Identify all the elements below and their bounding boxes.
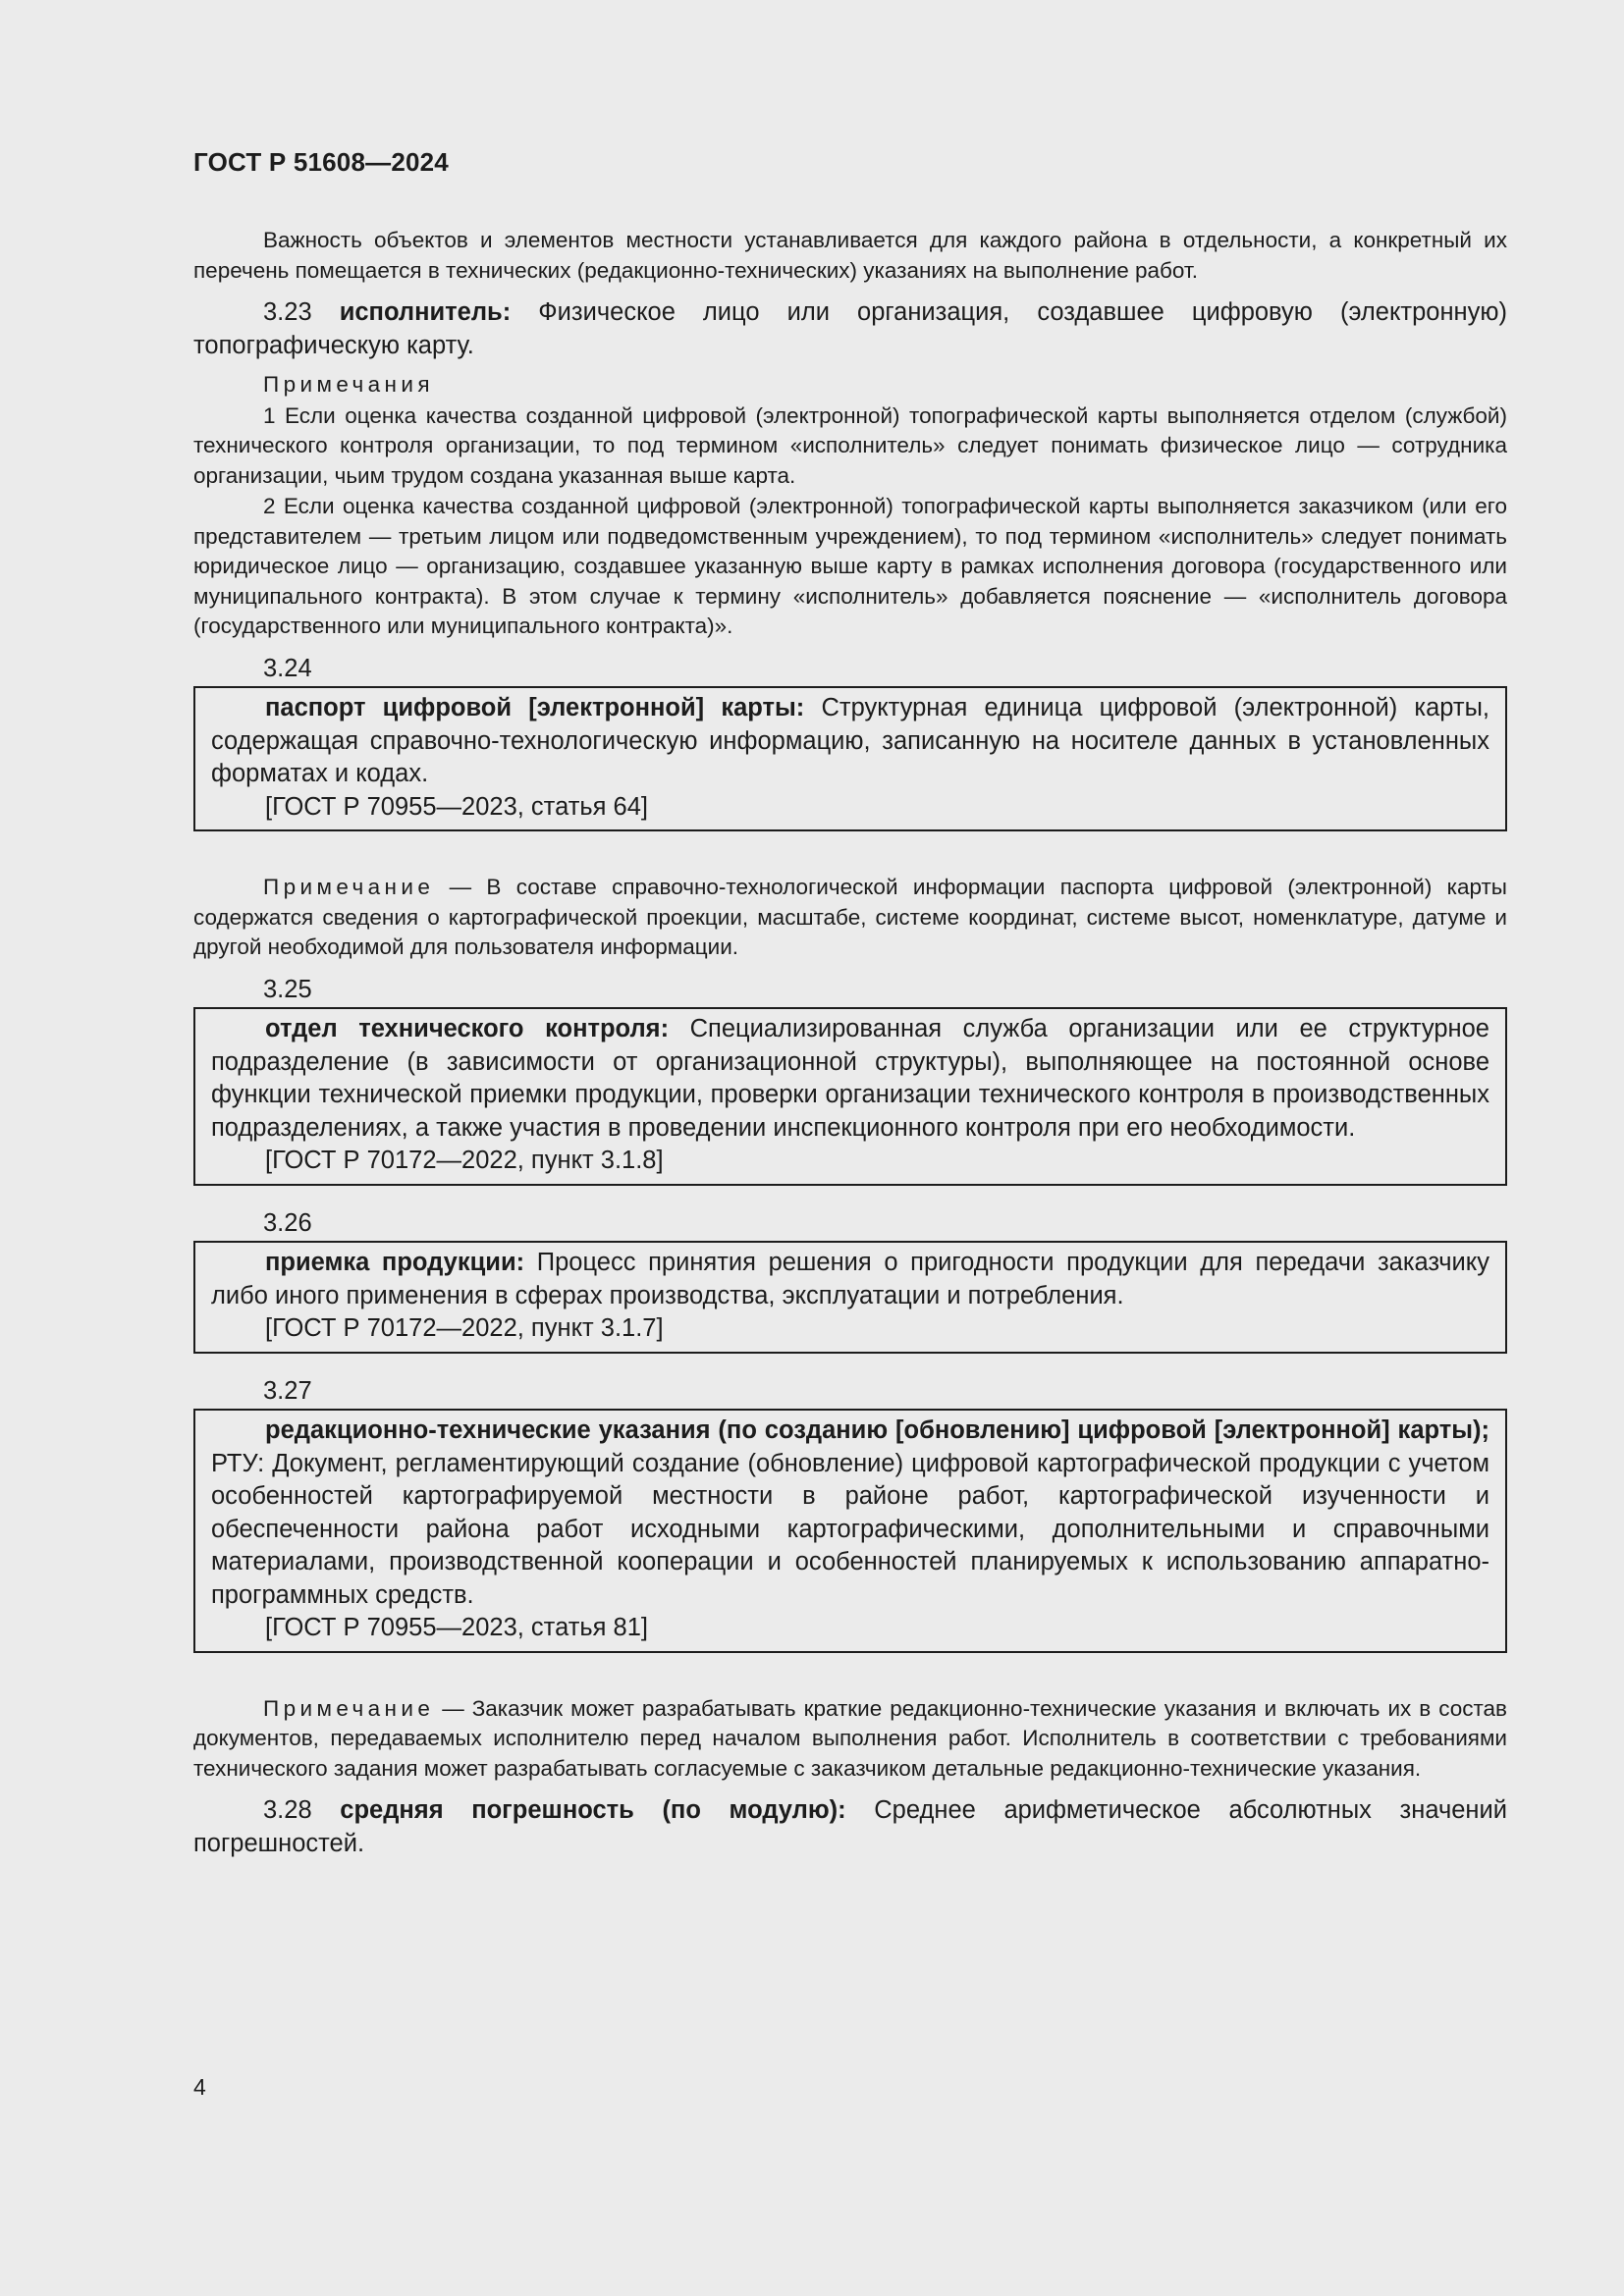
notes-heading: Примечания xyxy=(263,372,434,397)
term-definition: Структурная единица цифровой (электронной) карты, содержащая справочно-технологическую информацию, записанную на носителе данных в установленных форматах и кодах. xyxy=(211,694,1489,787)
note-3-24 xyxy=(193,873,1507,963)
term-source: [ГОСТ Р 70955—2023, статья 64] xyxy=(265,792,648,821)
term-box-3-26 xyxy=(193,1241,1507,1354)
document-header: ГОСТ Р 51608—2024 xyxy=(193,147,449,177)
term-entry xyxy=(211,1415,1489,1612)
intro-paragraph: Важность объектов и элементов местности устанавливается для каждого района в отдельности, а конкретный их перечень помещается в технических (редакционно-технических) указаниях на выполнение работ. xyxy=(193,228,1507,283)
term-definition: РТУ: Документ, регламентирующий создание (обновление) цифровой картографической продукции с учетом особенностей картографируемой местности в районе работ, картографической изученности и обеспеченности района работ исходными картографическими, дополнительными и справочными материалами, производственной кооперации и особенностей планируемых к использованию аппаратно-программных средств. xyxy=(211,1449,1489,1609)
term-definition: Среднее арифметическое абсолютных значений погрешностей. xyxy=(193,1796,1507,1857)
term-box-3-27 xyxy=(193,1409,1507,1653)
term-definition: Процесс принятия решения о пригодности продукции для передачи заказчику либо иного применения в сферах производства, эксплуатации и потребления. xyxy=(211,1249,1489,1309)
term-name: исполнитель: xyxy=(339,298,512,326)
document-body xyxy=(193,226,1507,1860)
term-entry xyxy=(211,1247,1489,1312)
term-number-3-25: 3.25 xyxy=(263,975,312,1003)
term-source: [ГОСТ Р 70955—2023, статья 81] xyxy=(265,1614,648,1641)
term-3-23 xyxy=(193,296,1507,362)
term-box-3-24 xyxy=(193,686,1507,831)
term-name: отдел технического контроля: xyxy=(265,1015,670,1042)
term-name: средняя погрешность (по модулю): xyxy=(340,1796,846,1824)
term-definition: Физическое лицо или организация, создавшее цифровую (электронную) топографическую карту. xyxy=(193,298,1507,359)
term-definition: Специализированная служба организации или ее структурное подразделение (в зависимости от организационной структуры), выполняющее на постоянной основе функции технической приемки продукции, проверки организации технического контроля в производственных подразделениях, а также участия в проведении инспекционного контроля при его необходимости. xyxy=(211,1015,1489,1142)
note-2: 2 Если оценка качества созданной цифровой (электронной) топографической карты выполняется заказчиком (или его представителем — третьим лицом или подведомственным учреждением), то под термином «исполнитель» следует понимать юридическое лицо — организацию, создавшее указанную выше карту в рамках исполнения договора (государственного или муниципального контракта). В этом случае к термину «исполнитель» добавляется пояснение — «исполнитель договора (государственного или муниципального контракта)». xyxy=(193,494,1507,638)
term-entry xyxy=(211,1013,1489,1145)
page-number: 4 xyxy=(193,2074,206,2100)
note-label: Примечание xyxy=(263,875,435,899)
term-number: 3.28 xyxy=(263,1796,312,1824)
note-3-27 xyxy=(193,1694,1507,1785)
term-number-3-26: 3.26 xyxy=(263,1208,312,1237)
term-box-3-25 xyxy=(193,1007,1507,1186)
note-1: 1 Если оценка качества созданной цифровой (электронной) топографической карты выполняется отделом (службой) технического контроля организации, то под термином «исполнитель» следует понимать физическое лицо — сотрудника организации, чьим трудом создана указанная выше карта. xyxy=(193,402,1507,488)
note-label: Примечание xyxy=(263,1695,435,1721)
term-number: 3.23 xyxy=(263,298,312,326)
note-text: — Заказчик может разрабатывать краткие редакционно-технические указания и включать их в состав документов, передаваемых исполнителю перед началом выполнения работ. Исполнитель в соответствии с требованиями технического задания может разрабатывать согласуемые с заказчиком детальные редакционно-технические указания. xyxy=(193,1695,1507,1781)
term-name: паспорт цифровой [электронной] карты: xyxy=(265,694,805,721)
note-text: — В составе справочно-технологической информации паспорта цифровой (электронной) карты содержатся сведения о картографической проекции, масштабе, системе координат, системе высот, номенклатуре, датуме и другой необходимой для пользователя информации. xyxy=(193,875,1507,959)
term-number-3-24: 3.24 xyxy=(263,654,312,682)
term-name: приемка продукции: xyxy=(265,1249,525,1276)
term-source: [ГОСТ Р 70172—2022, пункт 3.1.7] xyxy=(265,1314,664,1342)
term-entry xyxy=(211,692,1489,791)
term-source: [ГОСТ Р 70172—2022, пункт 3.1.8] xyxy=(265,1147,664,1174)
term-name: редакционно-технические указания (по созданию [обновлению] цифровой [электронной] карты); xyxy=(265,1416,1489,1444)
term-3-28 xyxy=(193,1794,1507,1860)
term-number-3-27: 3.27 xyxy=(263,1376,312,1405)
